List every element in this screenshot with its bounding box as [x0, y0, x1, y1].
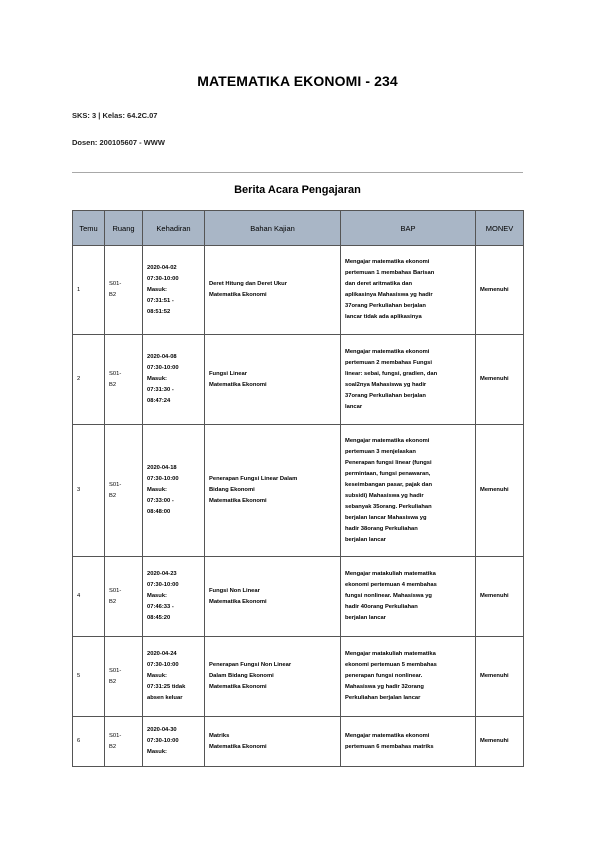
cell-bap: Mengajar matematika ekonomi pertemuan 1 membahas Barisan dan deret aritmatika dan aplikasinya Mahasiswa yg hadir 37orang Perkuliahan berjalan lancar tidak ada aplikasinya	[341, 246, 476, 335]
header-temu: Temu	[73, 211, 105, 246]
cell-ruang: S01- B2	[105, 637, 143, 717]
page-title: MATEMATIKA EKONOMI - 234	[197, 73, 398, 89]
divider	[72, 172, 523, 173]
cell-temu: 5	[73, 637, 105, 717]
header-bahan-kajian: Bahan Kajian	[205, 211, 341, 246]
section-title: Berita Acara Pengajaran	[234, 184, 361, 196]
cell-ruang: S01- B2	[105, 557, 143, 637]
header-ruang: Ruang	[105, 211, 143, 246]
dosen-info: Dosen: 200105607 - WWW	[72, 138, 165, 147]
cell-bahan-kajian: Penerapan Fungsi Linear Dalam Bidang Ekonomi Matematika Ekonomi	[205, 425, 341, 557]
cell-ruang: S01- B2	[105, 246, 143, 335]
cell-bap: Mengajar matematika ekonomi pertemuan 2 membahas Fungsi linear: sebai, fungsi, gradien, dan soal2nya Mahasiswa yg hadir 37orang Perkuliahan berjalan lancar	[341, 335, 476, 425]
bap-table	[72, 210, 524, 767]
header-kehadiran: Kehadiran	[143, 211, 205, 246]
cell-monev: Memenuhi	[476, 637, 524, 717]
cell-monev: Memenuhi	[476, 425, 524, 557]
table-row	[73, 425, 524, 557]
cell-kehadiran: 2020-04-18 07:30-10:00 Masuk: 07:33:00 - 08:48:00	[143, 425, 205, 557]
cell-bahan-kajian: Fungsi Non Linear Matematika Ekonomi	[205, 557, 341, 637]
cell-monev: Memenuhi	[476, 335, 524, 425]
cell-bap: Mengajar matematika ekonomi pertemuan 3 menjelaskan Penerapan fungsi linear (fungsi permintaan, fungsi penawaran, keseimbangan pasar, pajak dan subsidi) Mahasiswa yg hadir sebanyak 35orang. Perkuliahan berjalan lancar Mahasiswa yg hadir 38orang Perkuliahan berjalan lancar	[341, 425, 476, 557]
cell-bap: Mengajar matematika ekonomi pertemuan 6 membahas matriks	[341, 717, 476, 767]
header-bap: BAP	[341, 211, 476, 246]
cell-ruang: S01- B2	[105, 335, 143, 425]
cell-kehadiran: 2020-04-08 07:30-10:00 Masuk: 07:31:30 - 08:47:24	[143, 335, 205, 425]
cell-ruang: S01- B2	[105, 425, 143, 557]
cell-bahan-kajian: Penerapan Fungsi Non Linear Dalam Bidang Ekonomi Matematika Ekonomi	[205, 637, 341, 717]
cell-monev: Memenuhi	[476, 717, 524, 767]
cell-bahan-kajian: Matriks Matematika Ekonomi	[205, 717, 341, 767]
table-row	[73, 637, 524, 717]
cell-monev: Memenuhi	[476, 246, 524, 335]
cell-bahan-kajian: Deret Hitung dan Deret Ukur Matematika Ekonomi	[205, 246, 341, 335]
cell-temu: 6	[73, 717, 105, 767]
cell-bahan-kajian: Fungsi Linear Matematika Ekonomi	[205, 335, 341, 425]
cell-kehadiran: 2020-04-30 07:30-10:00 Masuk:	[143, 717, 205, 767]
sks-kelas-info: SKS: 3 | Kelas: 64.2C.07	[72, 111, 158, 120]
table-header-row	[73, 211, 524, 246]
cell-bap: Mengajar matakuliah matematika ekonomi pertemuan 5 membahas penerapan fungsi nonlinear. Mahasiswa yg hadir 32orang Perkuliahan berjalan lancar	[341, 637, 476, 717]
cell-ruang: S01- B2	[105, 717, 143, 767]
cell-monev: Memenuhi	[476, 557, 524, 637]
cell-bap: Mengajar matakuliah matematika ekonomi pertemuan 4 membahas fungsi nonlinear. Mahasiswa yg hadir 40orang Perkuliahan berjalan lancar	[341, 557, 476, 637]
header-monev: MONEV	[476, 211, 524, 246]
cell-kehadiran: 2020-04-02 07:30-10:00 Masuk: 07:31:51 - 08:51:52	[143, 246, 205, 335]
table-row	[73, 557, 524, 637]
table-row	[73, 717, 524, 767]
cell-temu: 3	[73, 425, 105, 557]
cell-temu: 1	[73, 246, 105, 335]
cell-temu: 2	[73, 335, 105, 425]
table-row	[73, 335, 524, 425]
cell-kehadiran: 2020-04-24 07:30-10:00 Masuk: 07:31:25 tidak absen keluar	[143, 637, 205, 717]
table-row	[73, 246, 524, 335]
cell-kehadiran: 2020-04-23 07:30-10:00 Masuk: 07:46:33 - 08:45:20	[143, 557, 205, 637]
cell-temu: 4	[73, 557, 105, 637]
